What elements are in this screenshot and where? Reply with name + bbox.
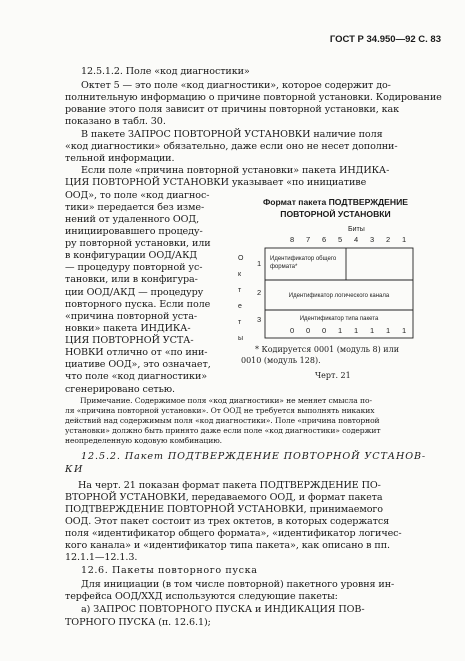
body-line: циативе ООД», это означает, — [65, 359, 211, 370]
body-line: а) ЗАПРОС ПОВТОРНОГО ПУСКА и ИНДИКАЦИЯ ПОВ- — [81, 604, 365, 615]
note-line: установки» должно быть принято даже если поле «код диагностики» содержит — [65, 426, 381, 435]
body-line: ООД», то поле «код диагнос- — [65, 190, 210, 201]
body-line: Для инициации (в том числе повторной) пакетного уровня ин- — [81, 579, 395, 590]
body-line: тановки, или в конфигура- — [65, 274, 198, 285]
figure-caption: Черт. 21 — [315, 371, 351, 380]
figure-footnote-line-1: * Кодируется 0001 (модуль 8) или — [255, 345, 400, 354]
note-line: неопределенную кодовую комбинацию. — [65, 436, 222, 445]
body-line: В пакете ЗАПРОС ПОВТОРНОЙ УСТАНОВКИ наличие поля — [81, 129, 383, 140]
bit-number: 1 — [402, 235, 407, 244]
body-line: что поле «код диагностики» — [65, 371, 208, 382]
section-heading-12-6: 12.6. Пакеты повторного пуска — [81, 565, 258, 576]
bit-number: 6 — [322, 235, 327, 244]
note-line: действий над содержимым поля «код диагностики». Поле «причина повторной — [65, 416, 380, 425]
body-line: новки» пакета ИНДИКА- — [65, 323, 191, 334]
note-line: Примечание. Содержимое поля «код диагностики» не меняет смысла по- — [80, 396, 372, 405]
bit-number: 8 — [290, 235, 295, 244]
octets-label-letter: О — [238, 255, 244, 262]
packet-type-bit: 0 — [290, 326, 295, 335]
bit-number: 7 — [306, 235, 311, 244]
body-line: сгенерировано сетью. — [65, 384, 175, 395]
body-line: инициировавшего процеду- — [65, 226, 203, 237]
body-line: «код диагностики» обязательно, даже если оно не несет дополни- — [65, 141, 398, 152]
octets-label-letter: ы — [238, 335, 244, 342]
body-line: Если поле «причина повторной установки» пакета ИНДИКА- — [81, 165, 390, 176]
packet-type-bit: 1 — [354, 326, 359, 335]
body-line: ПОДТВЕРЖДЕНИЕ ПОВТОРНОЙ УСТАНОВКИ, принимаемого — [65, 504, 383, 515]
section-heading-12-5-2-cont: КИ — [65, 464, 84, 475]
figure-title-line-2: ПОВТОРНОЙ УСТАНОВКИ — [280, 209, 391, 219]
body-line: поля «идентификатор общего формата», «идентификатор логичес- — [65, 528, 402, 539]
body-line: кого канала» и «идентификатор типа пакета», как описано в пп. — [65, 540, 390, 551]
body-line: ЦИЯ ПОВТОРНОЙ УСТА- — [65, 335, 194, 346]
body-line: полнительную информацию о причине повторной установки. Кодированиe — [65, 92, 442, 103]
body-line: в конфигурации ООД/АКД — [65, 250, 198, 261]
body-line: ВТОРНОЙ УСТАНОВКИ, передаваемого ООД, и формат пакета — [65, 492, 383, 503]
octet-number: 2 — [257, 288, 262, 297]
packet-type-bit: 0 — [322, 326, 327, 335]
bit-number: 3 — [370, 235, 375, 244]
section-heading-12-5-1-2: 12.5.1.2. Поле «код диагностики» — [81, 66, 250, 77]
page-header: ГОСТ Р 34.950—92 С. 83 — [329, 34, 441, 45]
body-line: НОВКИ отлично от «по ини- — [65, 347, 208, 358]
body-line: нений от удаленного ООД, — [65, 214, 200, 225]
octet-number: 1 — [257, 259, 262, 268]
body-line: На черт. 21 показан формат пакета ПОДТВЕРЖДЕНИЕ ПО- — [78, 480, 381, 491]
packet-type-field: Идентификатор типа пакета — [299, 316, 379, 322]
bit-number: 5 — [338, 235, 343, 244]
body-line: повторного пуска. Если поле — [65, 299, 211, 310]
bit-number: 4 — [354, 235, 359, 244]
figure-footnote-line-2: 0010 (модуль 128). — [241, 356, 321, 365]
octet-number: 3 — [257, 315, 262, 324]
octets-label-letter: е — [238, 303, 242, 310]
section-heading-12-5-2: 12.5.2. Пакет ПОДТВЕРЖДЕНИЕ ПОВТОРНОЙ УСТАНОВ- — [81, 451, 427, 462]
body-line: показано в табл. 30. — [65, 116, 166, 127]
body-line: ру повторной установки, или — [65, 238, 211, 249]
figure-title-line-1: Формат пакета ПОДТВЕРЖДЕНИЕ — [262, 197, 409, 207]
packet-type-bit: 0 — [306, 326, 311, 335]
body-line: 12.1.1—12.1.3. — [65, 552, 138, 563]
body-line: ции ООД/АКД — процедуру — [65, 287, 204, 298]
body-line: Октет 5 — это поле «код диагностики», которое содержит до- — [81, 80, 391, 91]
body-line: ООД. Этот пакет состоит из трех октетов, в которых содержатся — [65, 516, 390, 527]
gfi-field-line-1: Идентификатор общего — [270, 256, 337, 262]
packet-format-diagram — [232, 222, 438, 346]
gfi-field-line-2: формата* — [270, 264, 298, 270]
packet-type-bit: 1 — [370, 326, 375, 335]
packet-type-bit: 1 — [338, 326, 343, 335]
octets-label-letter: т — [238, 319, 242, 326]
bit-number: 2 — [386, 235, 391, 244]
note-line: ля «причина повторной установки». От ООД не требуется выполнять никаких — [65, 406, 375, 415]
body-line: тельной информации. — [65, 153, 175, 164]
body-line: рование этого поля зависит от причины повторной установки, как — [65, 104, 400, 115]
body-line: — процедуру повторной ус- — [65, 262, 203, 273]
octets-label-letter: т — [238, 287, 242, 294]
body-line: терфейса ООД/ХХД используются следующие пакеты: — [65, 591, 338, 602]
lcn-field: Идентификатор логического канала — [288, 293, 390, 299]
body-line: ЦИЯ ПОВТОРНОЙ УСТАНОВКИ указывает «по инициативе — [65, 177, 367, 188]
packet-type-bit: 1 — [386, 326, 391, 335]
bits-label: Биты — [348, 226, 365, 233]
body-line: ТОРНОГО ПУСКА (п. 12.6.1); — [65, 617, 211, 628]
body-line: тики» передается без изме- — [65, 202, 205, 213]
body-line: «причина повторной уста- — [65, 311, 197, 322]
packet-type-bit: 1 — [402, 326, 407, 335]
octets-label-letter: к — [238, 271, 242, 278]
